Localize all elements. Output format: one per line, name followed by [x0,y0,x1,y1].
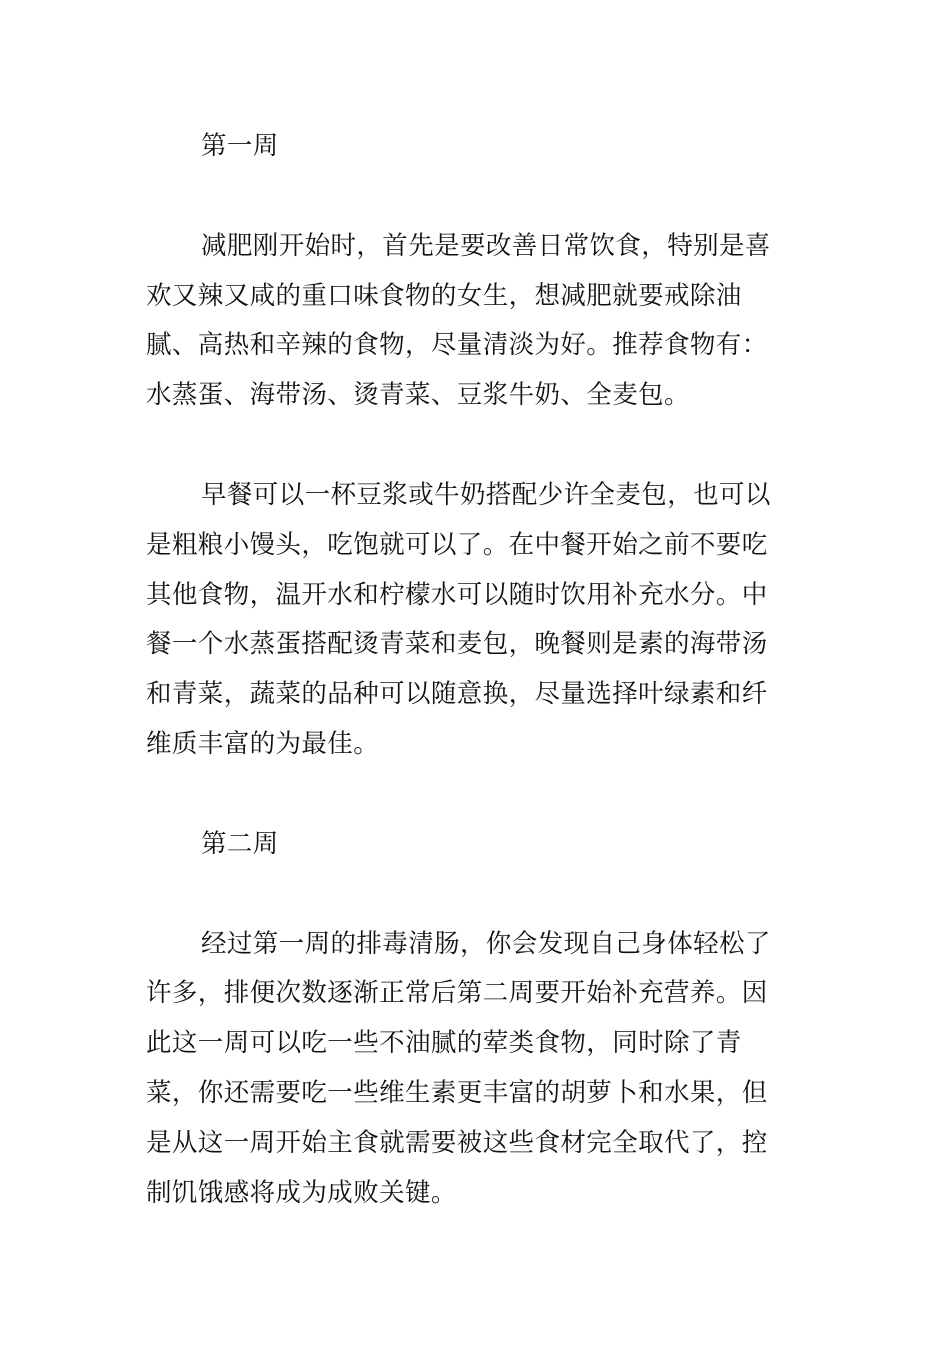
week2-heading: 第二周 [201,828,279,859]
spacer [146,870,786,920]
week1-heading: 第一周 [201,131,279,161]
spacer [146,172,786,222]
document-body [146,122,786,1218]
spacer [146,770,786,820]
week2-paragraph-1: 经过第一周的排毒清肠，你会发现自己身体轻松了许多，排便次数逐渐正常后第二周要开始补充营养。因此这一周可以吃一些不油腻的荤类食物，同时除了青菜，你还需要吃一些维生素更丰富的胡萝卜和水果，但是从这一周开始主食就需要被这些食材完全取代了，控制饥饿感将成为成败关键。 [146,928,771,1208]
spacer [146,421,786,471]
week1-paragraph-1: 减肥刚开始时，首先是要改善日常饮食，特别是喜欢又辣又咸的重口味食物的女生，想减肥就要戒除油腻、高热和辛辣的食物，尽量清淡为好。推荐食物有：水蒸蛋、海带汤、烫青菜、豆浆牛奶、全麦包。 [146,230,771,411]
week1-paragraph-2: 早餐可以一杯豆浆或牛奶搭配少许全麦包，也可以是粗粮小馒头，吃饱就可以了。在中餐开始之前不要吃其他食物，温开水和柠檬水可以随时饮用补充水分。中餐一个水蒸蛋搭配烫青菜和麦包，晚餐则是素的海带汤和青菜，蔬菜的品种可以随意换，尽量选择叶绿素和纤维质丰富的为最佳。 [146,479,771,759]
